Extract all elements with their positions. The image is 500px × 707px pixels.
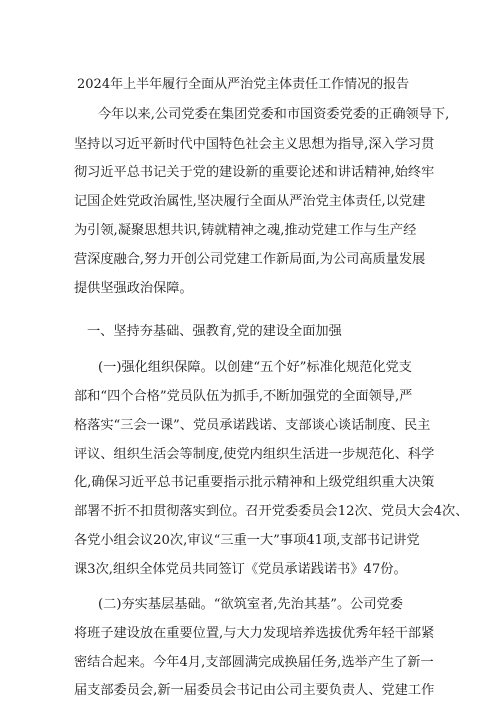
subsection-line: (一)强化组织保障。以创建“五个好”标准化规范化党支 [98,360,412,375]
subsection-line: 格落实“三会一课”、党员承诺践诺、支部谈心谈话制度、民主 [74,418,431,433]
subsection-line: 将班子建设放在重要位置,与大力发现培养选拔优秀年轻干部紧 [74,626,435,641]
intro-line: 为引领,凝聚思想共识,铸就精神之魂,推动党建工作与生产经 [74,223,417,238]
intro-line: 坚持以习近平新时代中国特色社会主义思想为指导,深入学习贯 [74,137,435,152]
intro-line: 今年以来,公司党委在集团党委和市国资委党委的正确领导下, [98,107,450,122]
subsection-line: 各党小组会议20次,审议“三重一大”事项41项,支部书记讲党 [74,533,420,548]
document-title: 2024年上半年履行全面从严治党主体责任工作情况的报告 [77,77,410,92]
subsection-line: (二)夯实基层基础。“欲筑室者,先治其基”。公司党委 [98,597,403,612]
section-heading: 一、坚持夯基础、强教育,党的建设全面加强 [87,324,342,339]
intro-line: 彻习近平总书记关于党的建设新的重要论述和讲话精神,始终牢 [74,165,435,180]
subsection-line: 届支部委员会,新一届委员会书记由公司主要负责人、党建工作 [74,683,435,698]
intro-line: 提供坚强政治保障。 [74,281,193,296]
intro-line: 记国企姓党政治属性,坚决履行全面从严治党主体责任,以党建 [74,194,426,209]
subsection-line: 密结合起来。今年4月,支部圆满完成换届任务,选举产生了新一 [74,655,434,670]
intro-line: 营深度融合,努力开创公司党建工作新局面,为公司高质量发展 [74,252,426,267]
subsection-line: 课3次,组织全体党员共同签订《党员承诺践诺书》47份。 [74,562,407,577]
subsection-line: 部和“四个合格”党员队伍为抓手,不断加强党的全面领导,严 [74,389,413,404]
subsection-line: 评议、组织生活会等制度,使党内组织生活进一步规范化、科学 [74,447,435,462]
subsection-line: 化,确保习近平总书记重要指示批示精神和上级党组织重大决策 [74,475,435,490]
subsection-line: 部署不折不扣贯彻落实到位。召开党委委员会12次、党员大会4次、 [74,504,469,519]
